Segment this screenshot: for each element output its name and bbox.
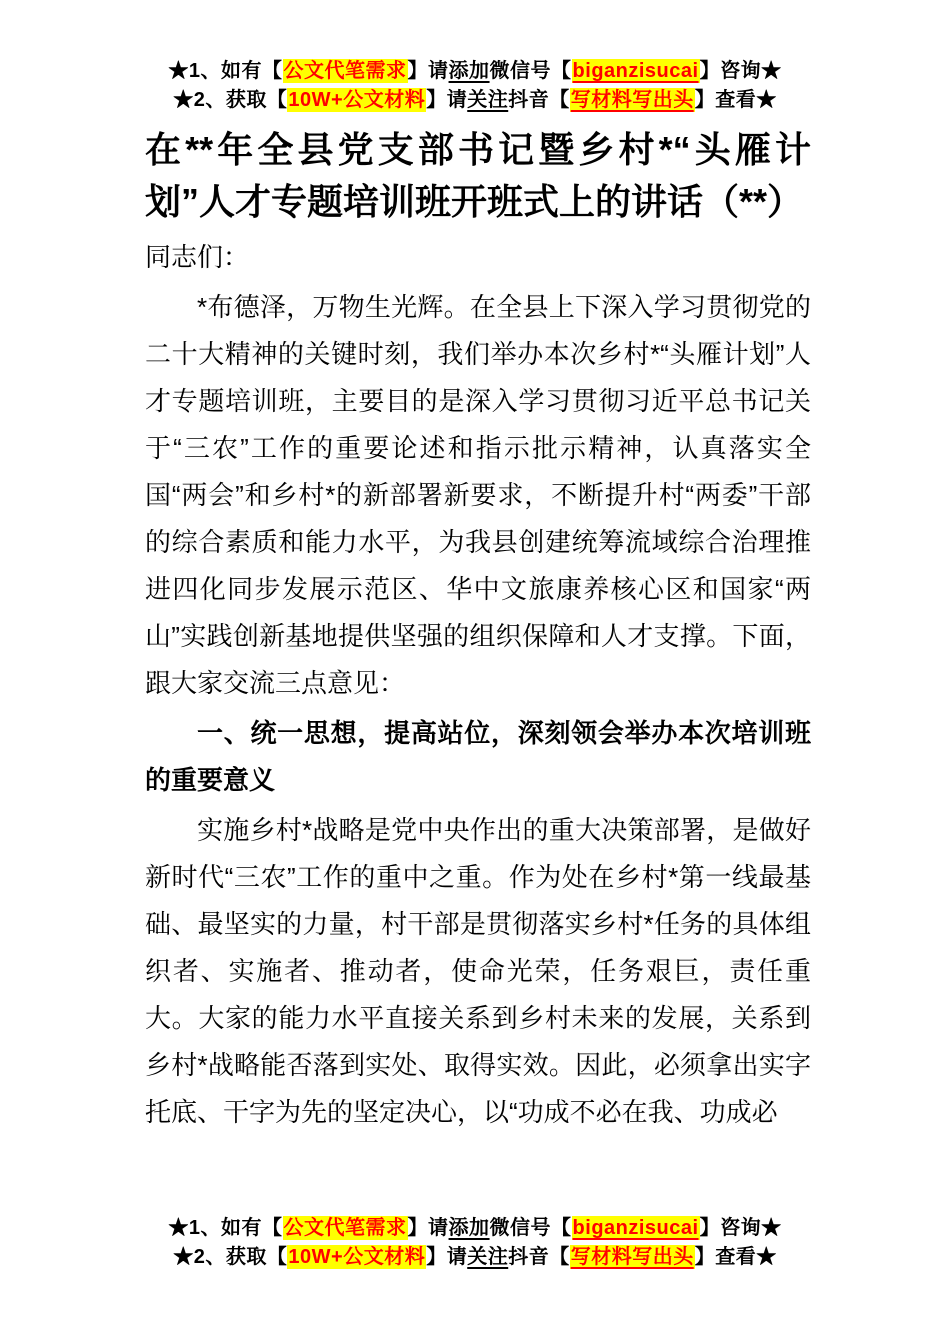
promo-highlight-material: 10W+公文材料 [288, 89, 426, 111]
promo-suffix: 】咨询★ [699, 60, 782, 82]
promo-action-add: 添加 [448, 60, 490, 82]
promo-suffix: 】咨询★ [699, 1217, 782, 1239]
document-content [145, 124, 811, 1139]
salutation: 同志们： [145, 242, 250, 272]
promo-footer-line-2 [0, 1243, 950, 1272]
promo-action-follow: 关注 [467, 89, 509, 111]
promo-douyin-name: 写材料写出头 [570, 89, 694, 111]
paragraph-intro: *布德泽，万物生光辉。在全县上下深入学习贯彻党的二十大精神的关键时刻，我们举办本次乡村*“头雁计划”人才专题培训班，主要目的是深入学习贯彻习近平总书记关于“三农”工作的重要论述和指示批示精神，认真落实全国“两会”和乡村*的新部署新要求，不断提升村“两委”干部的综合素质和能力水平，为我县创建统筹流域综合治理推进四化同步发展示范区、华中文旅康养核心区和国家“两山”实践创新基地提供坚强的组织保障和人才支撑。下面，跟大家交流三点意见： [145, 292, 811, 698]
promo-header-line-2 [0, 86, 950, 115]
promo-suffix: 】查看★ [694, 1246, 777, 1268]
paragraph-body: 实施乡村*战略是党中央作出的重大决策部署，是做好新时代“三农”工作的重中之重。作为处在乡村*第一线最基础、最坚实的力量，村干部是贯彻落实乡村*任务的具体组织者、实施者、推动者，使命光荣，任务艰巨，责任重大。大家的能力水平直接关系到乡村未来的发展，关系到乡村*战略能否落到实处、取得实效。因此，必须拿出实字托底、干字为先的坚定决心，以“功成不必在我、功成必 [145, 815, 811, 1127]
promo-action-add: 添加 [448, 1217, 490, 1239]
document-title: 在**年全县党支部书记暨乡村*“头雁计划”人才专题培训班开班式上的讲话（**） [145, 129, 811, 222]
promo-wechat-id: biganzisucai [572, 60, 699, 82]
section-heading-1: 一、统一思想，提高站位，深刻领会举办本次培训班的重要意义 [145, 718, 811, 795]
promo-highlight-service: 公文代笔需求 [283, 1217, 407, 1239]
promo-prefix: ★2、获取【 [173, 89, 288, 111]
promo-mid: 抖音【 [508, 89, 570, 111]
promo-footer-line-1 [0, 1214, 950, 1243]
promo-prefix: ★1、如有【 [168, 60, 283, 82]
promo-footer [0, 1214, 950, 1272]
promo-mid: 】请 [426, 1246, 468, 1268]
promo-mid: 微信号【 [489, 60, 572, 82]
promo-highlight-material: 10W+公文材料 [288, 1246, 426, 1268]
promo-action-follow: 关注 [467, 1246, 509, 1268]
promo-mid: 】请 [426, 89, 468, 111]
promo-header-line-1 [0, 57, 950, 86]
promo-suffix: 】查看★ [694, 89, 777, 111]
promo-mid: 抖音【 [508, 1246, 570, 1268]
promo-douyin-name: 写材料写出头 [570, 1246, 694, 1268]
promo-wechat-id: biganzisucai [572, 1217, 699, 1239]
promo-prefix: ★2、获取【 [173, 1246, 288, 1268]
promo-highlight-service: 公文代笔需求 [283, 60, 407, 82]
promo-prefix: ★1、如有【 [168, 1217, 283, 1239]
promo-mid: 】请 [407, 1217, 449, 1239]
promo-mid: 微信号【 [489, 1217, 572, 1239]
promo-header [0, 57, 950, 115]
promo-mid: 】请 [407, 60, 449, 82]
